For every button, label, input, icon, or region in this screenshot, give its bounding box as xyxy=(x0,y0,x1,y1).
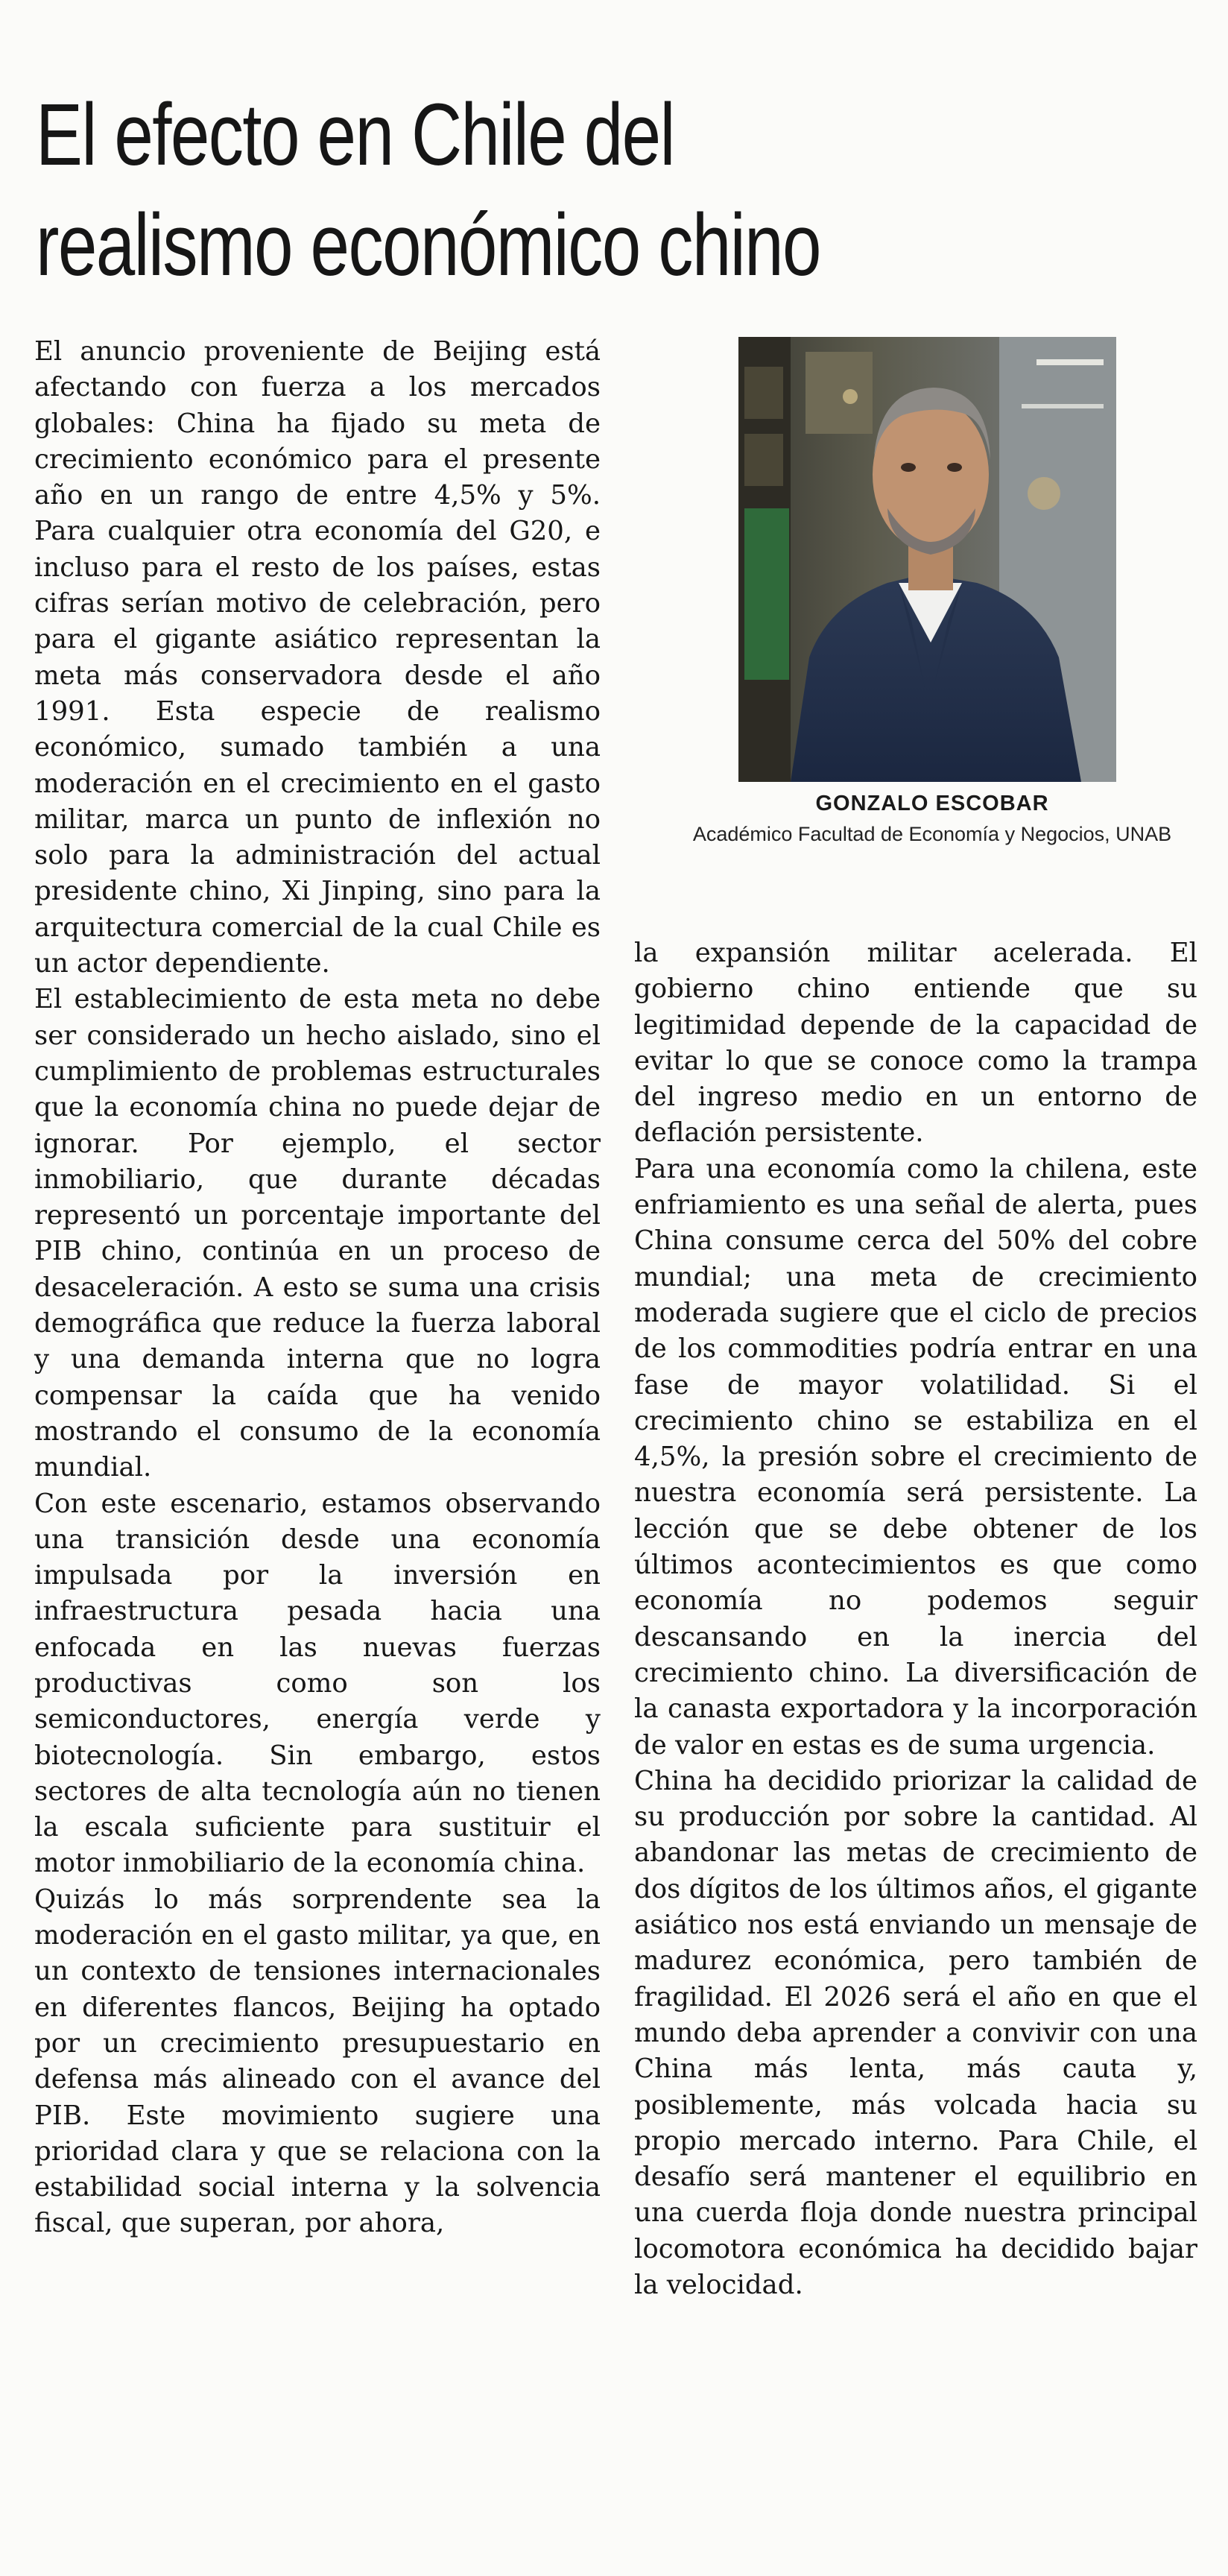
right-column xyxy=(634,935,1197,2303)
paragraph: la expansión militar acelerada. El gobierno chino entiende que su legitimidad depende de la capacidad de evitar lo que se conoce como la trampa del ingreso medio en un entorno de deflación persistente. xyxy=(634,938,1197,1149)
headline xyxy=(36,80,966,300)
headline-line-1: El efecto en Chile del xyxy=(36,86,674,185)
paragraph: El establecimiento de esta meta no debe ser considerado un hecho aislado, sino el cumplimiento de problemas estructurales que la economía china no puede dejar de ignorar. Por ejemplo, el sector inmobiliario, que durante décadas representó un porcentaje importante del PIB chino, continúa en un proceso de desaceleración. A esto se suma una crisis demográfica que reduce la fuerza laboral y una demanda interna que no logra compensar la caída que ha venido mostrando el consumo de la economía mundial. xyxy=(34,984,601,1483)
paragraph: El anuncio proveniente de Beijing está afectando con fuerza a los mercados globales: China ha fijado su meta de crecimiento económico para el presente año en un rango de entre 4,5% y 5%. Para cualquier otra economía del G20, e incluso para el resto de los países, estas cifras serían motivo de celebración, pero para el gigante asiático representan la meta más conservadora desde el año 1991. Esta especie de realismo económico, sumado también a una moderación en el crecimiento en el gasto militar, marca un punto de inflexión no solo para la administración del actual presidente chino, Xi Jinping, sino para la arquitectura comercial de la cual Chile es un actor dependiente. xyxy=(34,336,601,979)
author-name: GONZALO ESCOBAR xyxy=(815,792,1049,815)
paragraph: Quizás lo más sorprendente sea la moderación en el gasto militar, ya que, en un contexto de tensiones internacionales en diferentes flancos, Beijing ha optado por un crecimiento presupuestario en defensa más alineado con el avance del PIB. Este movimiento sugiere una prioridad clara y que se relaciona con la estabilidad social interna y la solvencia fiscal, que superan, por ahora, xyxy=(34,1884,601,2239)
headline-line-2: realismo económico chino xyxy=(36,196,820,295)
left-column xyxy=(34,334,601,2242)
author-role: Académico Facultad de Economía y Negocios, UNAB xyxy=(692,823,1172,845)
paragraph: Con este escenario, estamos observando una transición desde una economía impulsada por la inversión en infraestructura pesada hacia una enfocada en las nuevas fuerzas productivas como son los semiconductores, energía verde y biotecnología. Sin embargo, estos sectores de alta tecnología aún no tienen la escala suficiente para sustituir el motor inmobiliario de la economía china. xyxy=(34,1488,601,1879)
paragraph: China ha decidido priorizar la calidad de su producción por sobre la cantidad. Al abandonar las metas de crecimiento de dos dígitos de los últimos años, el gigante asiático nos está enviando un mensaje de madurez económica, pero también de fragilidad. El 2026 será el año en que el mundo deba aprender a convivir con una China más lenta, más cauta y, posiblemente, más volcada hacia su propio mercado interno. Para Chile, el desafío será mantener el equilibrio en una cuerda floja donde nuestra principal locomotora económica ha decidido bajar la velocidad. xyxy=(634,1765,1197,2300)
paragraph: Para una economía como la chilena, este enfriamiento es una señal de alerta, pues China consume cerca del 50% del cobre mundial; una meta de crecimiento moderada sugiere que el ciclo de precios de los commodities podría entrar en una fase de mayor volatilidad. Si el crecimiento chino se estabiliza en el 4,5%, la presión sobre el crecimiento de nuestra economía será persistente. La lección que se debe obtener de los últimos acontecimientos es que como economía no podemos seguir descansando en la inercia del crecimiento chino. La diversificación de la canasta exportadora y la incorporación de valor en estas es de suma urgencia. xyxy=(634,1153,1197,1761)
author-photo xyxy=(738,337,1116,782)
